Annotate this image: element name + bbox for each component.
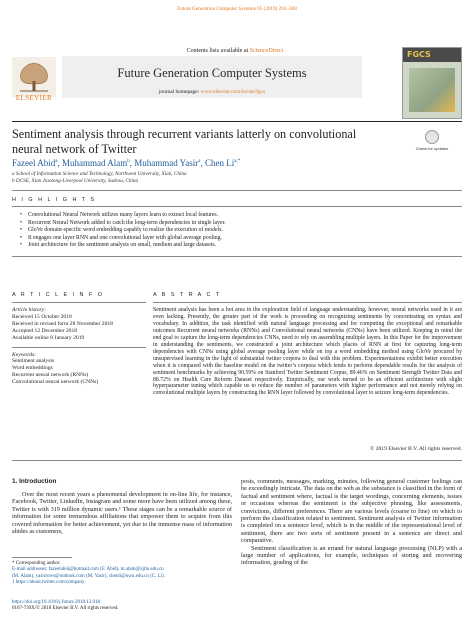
affiliation: b DCSE, Xian Jiaotong-Liverpool University, Suzhou, China: [12, 178, 139, 184]
abstract-heading: A B S T R A C T: [153, 292, 222, 298]
abstract-copyright: © 2019 Elsevier B.V. All rights reserved.: [370, 446, 462, 452]
sciencedirect-link[interactable]: ScienceDirect: [249, 48, 284, 54]
intro-paragraph: Sentiment classification is an errand for natural language processing (NLP) with a large number of applications, for example, techniques of storing and recovering information, grading of the: [241, 544, 462, 567]
history-item: Accepted 12 December 2018: [12, 327, 78, 334]
keyword-item: Convolutional neural network (CNNs): [12, 379, 99, 386]
author-list: Fazeel Abid$^a$, Muhammad Alam$^b$, Muhammad Yasir$^a$, Chen $Li^{a,*}$: [12, 158, 241, 168]
history-item: Available online 8 January 2019: [12, 334, 85, 341]
elsevier-tree-icon: [12, 57, 56, 97]
publisher-name: ELSEVIER: [15, 94, 53, 102]
cover-art: [409, 68, 455, 112]
highlights-list: [20, 212, 460, 250]
footnote-rule: [12, 557, 72, 558]
author-link[interactable]: Chen Li: [204, 158, 235, 168]
keyword-item: Recurrent neural network (RNNs): [12, 372, 89, 379]
author-link[interactable]: Muhammad Alam: [61, 158, 128, 168]
journal-reference[interactable]: Future Generation Computer Systems 95 (2019) 292–308: [177, 6, 297, 12]
affiliation: a School of Information Science and Technology, Northwest University, Xian, China: [12, 171, 187, 177]
author-link[interactable]: Muhammad Yasir: [134, 158, 199, 168]
article-info: [12, 307, 146, 386]
doi-link[interactable]: https://doi.org/10.1016/j.future.2018.12.018: [12, 600, 100, 605]
divider: [12, 347, 146, 348]
keywords-label: Keywords:: [12, 351, 37, 358]
homepage-prefix: journal homepage:: [158, 89, 201, 95]
check-for-updates-button[interactable]: [402, 130, 462, 156]
intro-paragraph: Over the most recent years a phenomenal development in on-line life, for instance, Facebook, Twitter, LinkedIn, Instagram and some more have been utilized among these, Twitter is with 319 million dynamic users.¹ These stages can be a remarkable source of information for some tremendous affiliations that empower them to acquire from this covered information for better achievement, yet due to the immense mass of information abides as customers,: [12, 491, 232, 536]
divider: [12, 206, 462, 207]
history-label: Article history:: [12, 307, 47, 313]
footnote-url[interactable]: 1 https://about.twitter.com/company.: [12, 579, 86, 585]
footnotes: [12, 561, 232, 586]
keywords: [12, 352, 146, 387]
footnote-email[interactable]: (M. Alam), yasirrows@outlook.com (M. Yasir), chenli@nwu.edu.cn (C. Li).: [12, 573, 165, 579]
body-column-right: [241, 478, 462, 567]
journal-homepage: [62, 89, 362, 95]
article-history: [12, 307, 146, 342]
footnote-email[interactable]: E-mail addresses: fazeelabid@hotmail.com (F. Abid), m.alam@xjtlu.edu.cn: [12, 567, 164, 573]
article-info-heading: A R T I C L E I N F O: [12, 292, 104, 298]
journal-title: Future Generation Computer Systems: [117, 66, 307, 80]
highlight-item: • Convolutional Neural Network utilizes many layers learn to extract local features.: [20, 212, 460, 220]
author-sup: b: [127, 159, 130, 164]
abstract-text: Sentiment analysis has been a hot area in the exploration field of language understanding, however, neural networks used in it are even lacking. Presently, the greater part of the work is proceeding on recognizing sentiments by concentrating on syntax and vocabulary. In addition, the task identified with natural language processing and for computing the exceptional and remarkable outcomes Recurrent neural networks (RNNs) and Convolutional neural networks (CNNs) have been utilized. Keeping in mind the end goal to capture the long-term dependencies CNNs, need to rely on assembling multiple layers. In this Paper for the improvement in understanding the sentiments, we constructed a joint architecture which places of RNN at first for capturing long-term dependencies with CNNs using global average pooling layer while on top a word embedding method using GloVe procured by unsupervised learning in the light of substantial twitter corpora to deal with this problem. Experimentations exhibit better execution when it is compared with the baseline model on the twitter’s corpora which tends to perform dependable results for the analysis of sentiment benchmarks by achieving 90.59% on Stanford Twitter Sentiment Corpus, 89.46% on Sentiment Strength Twitter Data and 88.72% on Health Care Reform Dataset respectively. Empirically, our work turned to be an efficient architecture with slight hyperparameter tuning which capable us to reduce the number of parameters with higher performance and not merely relying on convolutional multiple layers by constructing the RNN layer followed by convolutional layer to seizure long-term dependencies.: [153, 307, 462, 397]
article-meta: [12, 600, 312, 613]
highlight-item: • GloVe domain-specific word embedding capably to realize the execution of models.: [20, 227, 460, 235]
highlights-heading: H I G H L I G H T S: [12, 197, 97, 203]
history-item: Received 15 October 2018: [12, 313, 72, 320]
author-link[interactable]: Fazeel Abid: [12, 158, 56, 168]
divider: [12, 256, 462, 257]
intro-paragraph: posts, comments, messages, marking, minutes, following general customer feelings can be exceedingly intricate. The data on the web as the substance is classified in the form of factual and sentiment where, factual is the target wordings, concerning elements, issues or occasions whereas the sentiment is the subjective phrasing, like assessments, convictions, different preferences. There are various levels (coarse to fine) on which to perform the classification related to sentiment. Sentiment analysis of Twitter information is completed on a sentence level, which is in the middle of the representational level of sentiment, there are two sorts of sentiment present in a sentence are direct and comparative.: [241, 478, 462, 545]
highlight-item: • Recurrent Neural Network added to catch the long-term dependencies in single layer.: [20, 220, 460, 228]
check-updates-label: Check for updates: [415, 146, 449, 151]
keyword-item: Word embeddings: [12, 365, 53, 372]
divider: [12, 460, 462, 461]
author-sup: a,*: [234, 159, 241, 164]
divider: [12, 302, 146, 303]
issn-line: 0167-739X/© 2018 Elsevier B.V. All rights reserved.: [12, 606, 119, 612]
history-item: Received in revised form 28 November 2018: [12, 320, 113, 327]
cover-code: FGCS: [407, 50, 431, 59]
author-sup: a: [198, 159, 201, 164]
divider: [12, 190, 462, 191]
check-updates-icon: [425, 130, 439, 144]
contents-prefix: Contents lists available at: [186, 48, 250, 54]
keyword-item: Sentiment analysis: [12, 358, 55, 365]
article-title: Sentiment analysis through recurrent variants latterly on convolutional neural network of Twitter: [12, 127, 357, 156]
author-sup: a: [55, 159, 58, 164]
divider: [153, 302, 462, 303]
header-rule: [12, 121, 462, 122]
journal-cover[interactable]: [402, 47, 462, 119]
body-column-left: [12, 478, 232, 535]
contents-line: [110, 48, 360, 54]
highlight-item: • Joint architecture for the sentiment analysis on small, medium and large datasets.: [20, 242, 460, 250]
footnote-line: * Corresponding author.: [12, 561, 61, 566]
introduction-heading: 1. Introduction: [12, 478, 57, 485]
highlight-item: • It engages one layer RNN and one convolutional layer with global average pooling.: [20, 235, 460, 243]
homepage-link[interactable]: www.elsevier.com/locate/fgcs: [200, 89, 266, 95]
